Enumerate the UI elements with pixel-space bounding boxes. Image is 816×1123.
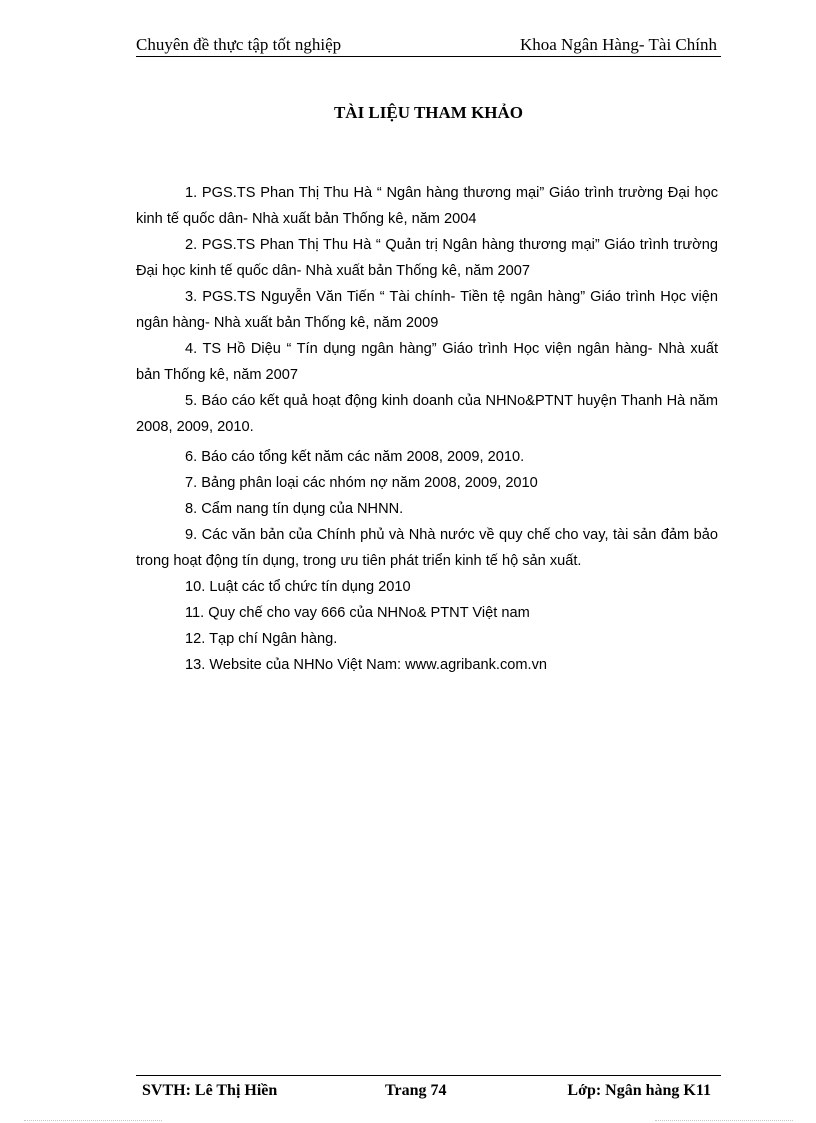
- reference-item: 8. Cẩm nang tín dụng của NHNN.: [185, 501, 404, 517]
- page-title: TÀI LIỆU THAM KHẢO: [333, 103, 524, 122]
- page-footer: [136, 1075, 721, 1106]
- reference-item: 11. Quy chế cho vay 666 của NHNo& PTNT Việt nam: [185, 605, 530, 621]
- reference-item: 9. Các văn bản của Chính phủ và Nhà nước về quy chế cho vay, tài sản đảm bảo trong hoạt động tín dụng, trong ưu tiên phát triển kinh tế hộ sản xuất.: [136, 527, 718, 569]
- page-edge-dots-right: [655, 1120, 793, 1121]
- reference-item: 10. Luật các tổ chức tín dụng 2010: [185, 579, 411, 595]
- reference-list: [136, 180, 718, 678]
- reference-item: 12. Tạp chí Ngân hàng.: [185, 631, 338, 647]
- page-header: [136, 34, 721, 57]
- header-left-text: Chuyên đề thực tập tốt nghiệp: [136, 35, 342, 54]
- footer-class: Lớp: Ngân hàng K11: [567, 1082, 711, 1099]
- reference-item: 1. PGS.TS Phan Thị Thu Hà “ Ngân hàng thương mại” Giáo trình trường Đại học kinh tế quốc dân- Nhà xuất bản Thống kê, năm 2004: [136, 185, 718, 227]
- reference-item: 6. Báo cáo tổng kết năm các năm 2008, 2009, 2010.: [185, 449, 525, 465]
- reference-item: 7. Bảng phân loại các nhóm nợ năm 2008, 2009, 2010: [185, 475, 538, 491]
- reference-item: 2. PGS.TS Phan Thị Thu Hà “ Quản trị Ngân hàng thương mại” Giáo trình trường Đại học kinh tế quốc dân- Nhà xuất bản Thống kê, năm 2007: [136, 237, 718, 279]
- reference-item: 4. TS Hồ Diệu “ Tín dụng ngân hàng” Giáo trình Học viện ngân hàng- Nhà xuất bản Thống kê, năm 2007: [136, 341, 718, 383]
- page-edge-dots-left: [24, 1120, 162, 1121]
- reference-item: 3. PGS.TS Nguyễn Văn Tiến “ Tài chính- Tiền tệ ngân hàng” Giáo trình Học viện ngân hàng- Nhà xuất bản Thống kê, năm 2009: [136, 289, 718, 331]
- footer-page-number: Trang 74: [385, 1082, 447, 1099]
- reference-item: 5. Báo cáo kết quả hoạt động kinh doanh của NHNo&PTNT huyện Thanh Hà năm 2008, 2009, 2010.: [136, 393, 718, 435]
- footer-student: SVTH: Lê Thị Hiền: [142, 1082, 278, 1099]
- reference-item: 13. Website của NHNo Việt Nam: www.agribank.com.vn: [185, 657, 548, 673]
- header-right-text: Khoa Ngân Hàng- Tài Chính: [519, 35, 717, 54]
